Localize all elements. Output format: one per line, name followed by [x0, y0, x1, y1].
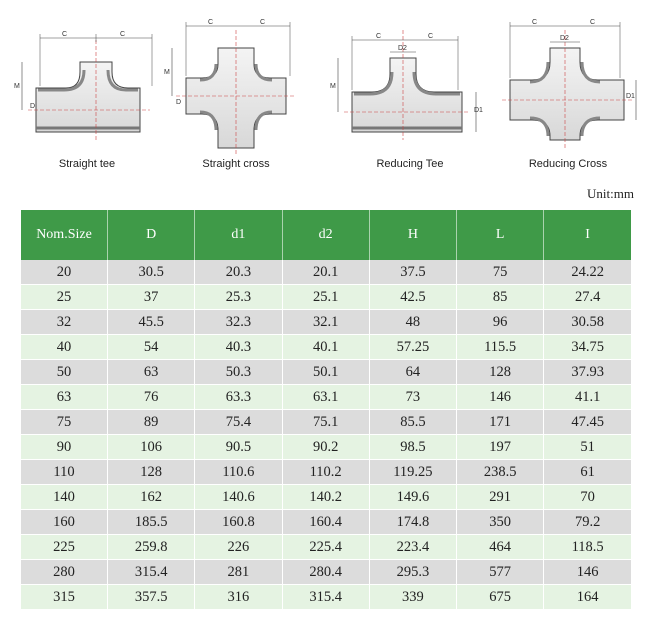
table-cell: 37.5	[369, 260, 456, 285]
table-cell: 315.4	[282, 585, 369, 610]
table-cell: 225	[21, 535, 108, 560]
caption-straight-cross: Straight cross	[202, 158, 270, 170]
table-cell: 37	[108, 285, 195, 310]
table-cell: 34.75	[544, 335, 631, 360]
reducing-cross-drawing	[502, 19, 636, 150]
table-cell: 25.1	[282, 285, 369, 310]
table-row	[21, 260, 631, 285]
table-cell: 280	[21, 560, 108, 585]
table-cell: 223.4	[369, 535, 456, 560]
table-cell: 50.1	[282, 360, 369, 385]
dim-c-label: C	[376, 33, 382, 40]
header-i: I	[544, 210, 631, 260]
table-cell: 98.5	[369, 435, 456, 460]
table-cell: 115.5	[457, 335, 544, 360]
table-cell: 226	[195, 535, 282, 560]
dim-c-label: C	[532, 19, 538, 26]
table-cell: 63	[108, 360, 195, 385]
table-cell: 57.25	[369, 335, 456, 360]
table-row	[21, 410, 631, 435]
table-cell: 238.5	[457, 460, 544, 485]
table-cell: 63	[21, 385, 108, 410]
table-cell: 140	[21, 485, 108, 510]
table-row	[21, 485, 631, 510]
table-cell: 30.58	[544, 310, 631, 335]
table-cell: 50	[21, 360, 108, 385]
table-cell: 41.1	[544, 385, 631, 410]
table-cell: 27.4	[544, 285, 631, 310]
table-cell: 146	[544, 560, 631, 585]
table-cell: 90.5	[195, 435, 282, 460]
dim-d-label: D	[30, 103, 36, 110]
header-d2: d2	[282, 210, 369, 260]
table-cell: 75.1	[282, 410, 369, 435]
table-cell: 140.6	[195, 485, 282, 510]
table-row	[21, 385, 631, 410]
table-cell: 40.3	[195, 335, 282, 360]
table-cell: 171	[457, 410, 544, 435]
dim-c-label: C	[428, 33, 434, 40]
table-cell: 63.3	[195, 385, 282, 410]
dim-d2-label: D2	[398, 45, 407, 52]
fitting-diagrams	[0, 0, 650, 180]
table-cell: 85	[457, 285, 544, 310]
straight-cross-drawing	[164, 19, 296, 156]
table-cell: 149.6	[369, 485, 456, 510]
table-cell: 174.8	[369, 510, 456, 535]
table-body	[21, 260, 631, 610]
table-cell: 118.5	[544, 535, 631, 560]
table-cell: 37.93	[544, 360, 631, 385]
dim-m-label: M	[164, 69, 170, 76]
dim-c-label: C	[62, 31, 68, 38]
table-cell: 25	[21, 285, 108, 310]
table-cell: 140.2	[282, 485, 369, 510]
table-row	[21, 435, 631, 460]
table-cell: 160.8	[195, 510, 282, 535]
dim-c-label: C	[590, 19, 596, 26]
dim-c-label: C	[120, 31, 126, 38]
table-header-row	[21, 210, 631, 260]
table-cell: 85.5	[369, 410, 456, 435]
dim-d-label: D	[176, 99, 182, 106]
table-cell: 24.22	[544, 260, 631, 285]
table-cell: 315	[21, 585, 108, 610]
table-cell: 30.5	[108, 260, 195, 285]
header-nom-size: Nom.Size	[21, 210, 108, 260]
table-cell: 32.3	[195, 310, 282, 335]
table-cell: 110.6	[195, 460, 282, 485]
table-cell: 281	[195, 560, 282, 585]
table-row	[21, 360, 631, 385]
dim-c-label: C	[208, 19, 214, 26]
table-cell: 75.4	[195, 410, 282, 435]
table-cell: 577	[457, 560, 544, 585]
table-cell: 110.2	[282, 460, 369, 485]
table-cell: 63.1	[282, 385, 369, 410]
caption-straight-tee: Straight tee	[58, 158, 116, 170]
caption-reducing-tee: Reducing Tee	[376, 158, 444, 170]
table-cell: 350	[457, 510, 544, 535]
table-cell: 40	[21, 335, 108, 360]
table-cell: 61	[544, 460, 631, 485]
dim-d2-label: D2	[560, 35, 569, 42]
table-cell: 90	[21, 435, 108, 460]
table-cell: 291	[457, 485, 544, 510]
header-d: D	[108, 210, 195, 260]
table-cell: 164	[544, 585, 631, 610]
dim-c-label: C	[260, 19, 266, 26]
table-cell: 75	[21, 410, 108, 435]
dim-m-label: M	[330, 83, 336, 90]
table-cell: 90.2	[282, 435, 369, 460]
table-cell: 259.8	[108, 535, 195, 560]
table-cell: 48	[369, 310, 456, 335]
table-cell: 160.4	[282, 510, 369, 535]
table-cell: 42.5	[369, 285, 456, 310]
table-cell: 316	[195, 585, 282, 610]
table-cell: 357.5	[108, 585, 195, 610]
table-cell: 110	[21, 460, 108, 485]
table-cell: 79.2	[544, 510, 631, 535]
table-cell: 96	[457, 310, 544, 335]
table-cell: 73	[369, 385, 456, 410]
table-cell: 106	[108, 435, 195, 460]
table-cell: 50.3	[195, 360, 282, 385]
table-cell: 280.4	[282, 560, 369, 585]
dim-m-label: M	[14, 83, 20, 90]
table-cell: 47.45	[544, 410, 631, 435]
reducing-tee-drawing	[330, 30, 483, 140]
header-h: H	[369, 210, 456, 260]
table-cell: 146	[457, 385, 544, 410]
caption-reducing-cross: Reducing Cross	[528, 158, 608, 170]
table-cell: 89	[108, 410, 195, 435]
table-cell: 128	[108, 460, 195, 485]
table-cell: 20.3	[195, 260, 282, 285]
table-cell: 464	[457, 535, 544, 560]
table-cell: 160	[21, 510, 108, 535]
dim-d1-label: D1	[626, 93, 635, 100]
table-cell: 32	[21, 310, 108, 335]
table-cell: 54	[108, 335, 195, 360]
table-cell: 185.5	[108, 510, 195, 535]
header-l: L	[457, 210, 544, 260]
table-cell: 70	[544, 485, 631, 510]
table-cell: 32.1	[282, 310, 369, 335]
straight-tee-drawing	[14, 31, 152, 140]
table-cell: 675	[457, 585, 544, 610]
dimension-table	[21, 210, 631, 610]
table-cell: 51	[544, 435, 631, 460]
table-row	[21, 585, 631, 610]
dim-d1-label: D1	[474, 107, 483, 114]
table-cell: 20	[21, 260, 108, 285]
table-cell: 295.3	[369, 560, 456, 585]
table-cell: 64	[369, 360, 456, 385]
table-row	[21, 560, 631, 585]
unit-label: Unit:mm	[587, 186, 634, 201]
table-row	[21, 310, 631, 335]
table-cell: 225.4	[282, 535, 369, 560]
table-row	[21, 460, 631, 485]
table-cell: 75	[457, 260, 544, 285]
table-cell: 20.1	[282, 260, 369, 285]
table-row	[21, 285, 631, 310]
table-cell: 45.5	[108, 310, 195, 335]
table-cell: 40.1	[282, 335, 369, 360]
table-row	[21, 510, 631, 535]
table-cell: 162	[108, 485, 195, 510]
table-cell: 315.4	[108, 560, 195, 585]
table-cell: 339	[369, 585, 456, 610]
header-d1: d1	[195, 210, 282, 260]
table-cell: 119.25	[369, 460, 456, 485]
table-cell: 128	[457, 360, 544, 385]
table-row	[21, 535, 631, 560]
table-cell: 197	[457, 435, 544, 460]
table-row	[21, 335, 631, 360]
table-cell: 25.3	[195, 285, 282, 310]
table-cell: 76	[108, 385, 195, 410]
